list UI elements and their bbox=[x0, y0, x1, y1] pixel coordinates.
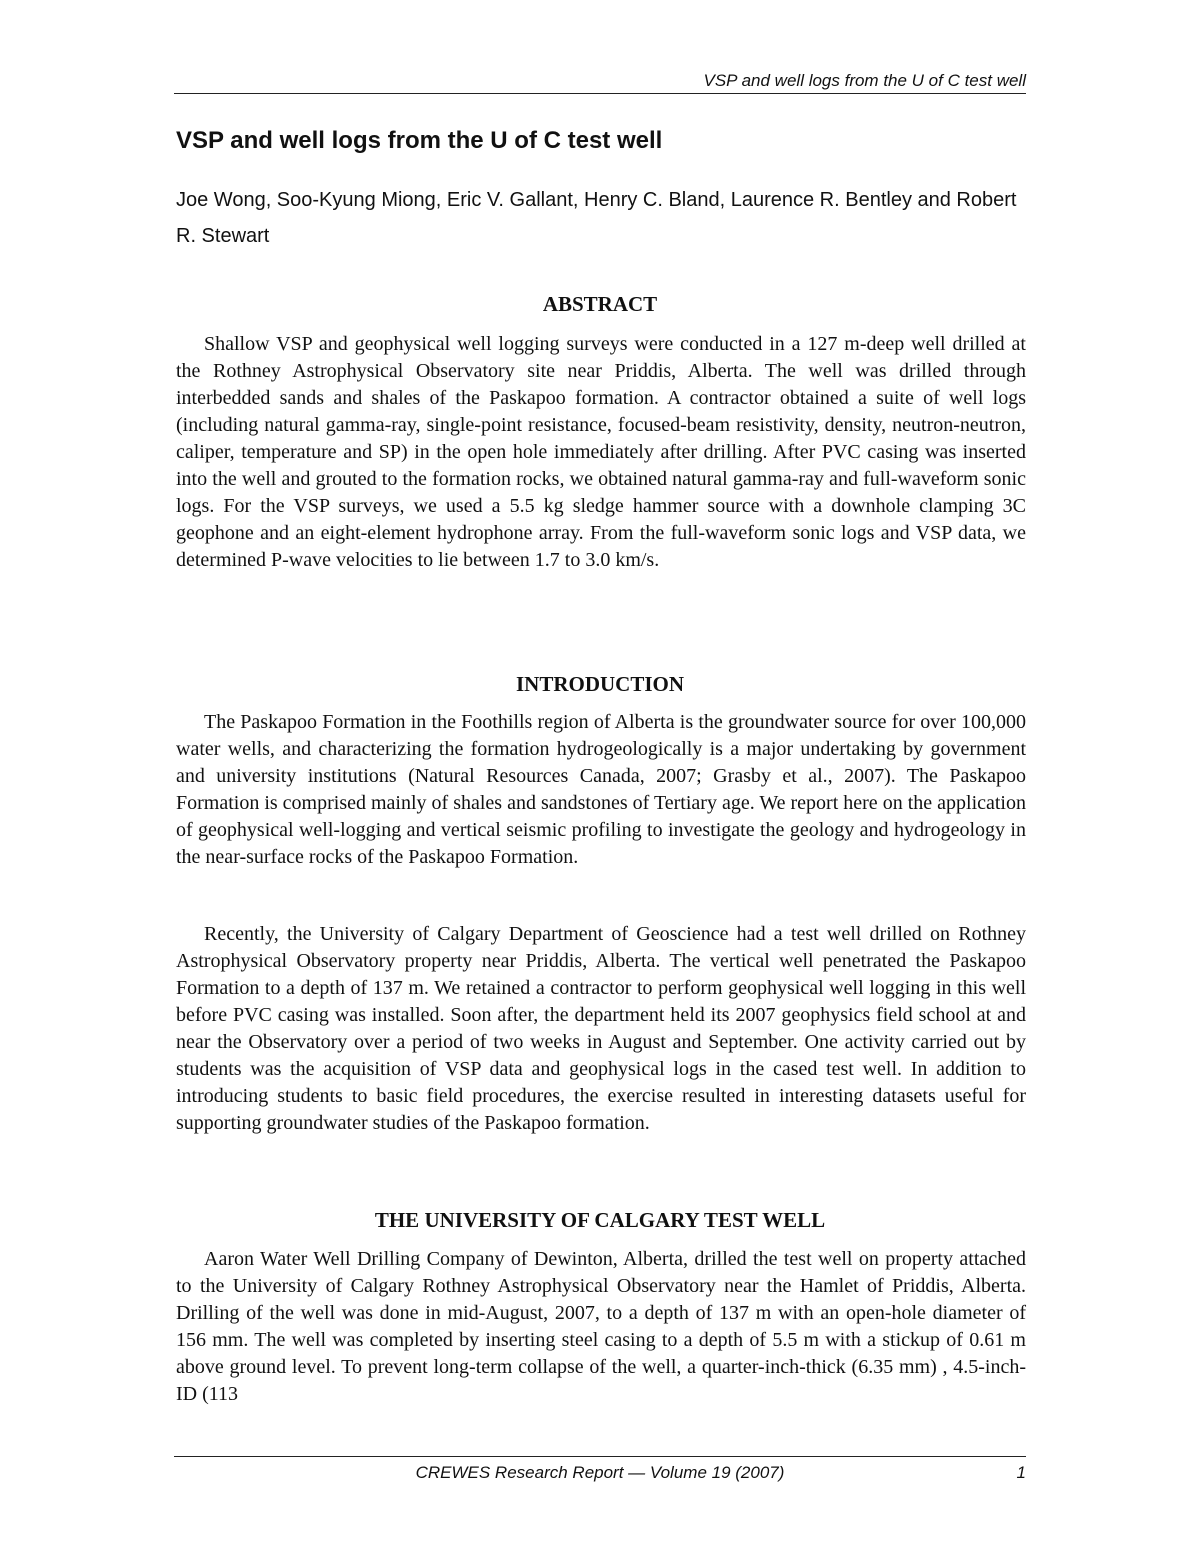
running-header: VSP and well logs from the U of C test well bbox=[703, 71, 1026, 90]
abstract-text: Shallow VSP and geophysical well logging surveys were conducted in a 127 m-deep well drilled at the Rothney Astrophysical Observatory site near Priddis, Alberta. The well was drilled through interbedded sands and shales of the Paskapoo formation. A contractor obtained a suite of well logs (including natural gamma-ray, single-point resistance, focused-beam resistivity, density, neutron-neutron, caliper, temperature and SP) in the open hole immediately after drilling. After PVC casing was inserted into the well and grouted to the formation rocks, we obtained natural gamma-ray and full-waveform sonic logs. For the VSP surveys, we used a 5.5 kg sledge hammer source with a downhole clamping 3C geophone and an eight-element hydrophone array. From the full-waveform sonic logs and VSP data, we determined P-wave velocities to lie between 1.7 to 3.0 km/s. bbox=[176, 333, 1026, 571]
footer-journal: CREWES Research Report — Volume 19 (2007) bbox=[415, 1463, 785, 1482]
introduction-paragraph-2: Recently, the University of Calgary Department of Geoscience had a test well drilled on Rothney Astrophysical Observatory property near Priddis, Alberta. The vertical well penetrated the Paskapoo Formation to a depth of 137 m. We retained a contractor to perform geophysical well logging in this well before PVC casing was installed. Soon after, the department held its 2007 geophysics field school at and near the Observatory over a period of two weeks in August and September. One activity carried out by students was the acquisition of VSP data and geophysical logs in the cased test well. In addition to introducing students to basic field procedures, the exercise resulted in interesting datasets useful for supporting groundwater studies of the Paskapoo formation. bbox=[176, 923, 1026, 1134]
abstract-heading: ABSTRACT bbox=[542, 292, 658, 316]
introduction-paragraph-1: The Paskapoo Formation in the Foothills region of Alberta is the groundwater source for over 100,000 water wells, and characterizing the formation hydrogeologically is a major undertaking by government and university institutions (Natural Resources Canada, 2007; Grasby et al., 2007). The Paskapoo Formation is comprised mainly of shales and sandstones of Tertiary age. We report here on the application of geophysical well-logging and vertical seismic profiling to investigate the geology and hydrogeology in the near-surface rocks of the Paskapoo Formation. bbox=[176, 711, 1026, 868]
test-well-heading: THE UNIVERSITY OF CALGARY TEST WELL bbox=[374, 1208, 826, 1232]
page-number: 1 bbox=[1016, 1463, 1026, 1482]
paper-title: VSP and well logs from the U of C test well bbox=[176, 127, 663, 154]
footer-rule bbox=[174, 1456, 1026, 1457]
test-well-paragraph: Aaron Water Well Drilling Company of Dewinton, Alberta, drilled the test well on property attached to the University of Calgary Rothney Astrophysical Observatory near the Hamlet of Priddis, Alberta. Drilling of the well was done in mid-August, 2007, to a depth of 137 m with an open-hole diameter of 156 mm. The well was completed by inserting steel casing to a depth of 5.5 m with a stickup of 0.61 m above ground level. To prevent long-term collapse of the well, a quarter-inch-thick (6.35 mm) , 4.5-inch-ID (113 bbox=[176, 1248, 1026, 1405]
header-rule bbox=[174, 93, 1026, 94]
author-list: Joe Wong, Soo-Kyung Miong, Eric V. Gallant, Henry C. Bland, Laurence R. Bentley and Robert R. Stewart bbox=[176, 189, 1017, 247]
introduction-heading: INTRODUCTION bbox=[515, 672, 685, 696]
